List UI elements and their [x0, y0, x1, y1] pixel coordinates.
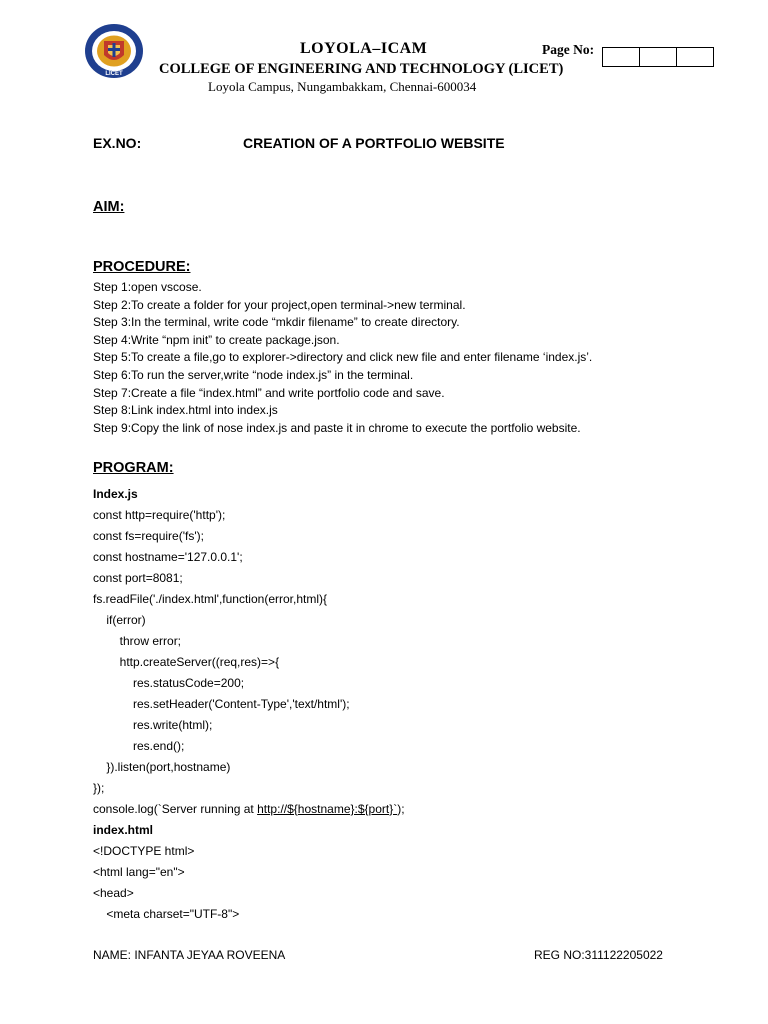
college-seal-icon: [84, 23, 144, 79]
page-no-label: Page No:: [542, 42, 595, 57]
code-line: }).listen(port,hostname): [93, 760, 231, 774]
procedure-step: Step 2:To create a folder for your project,open terminal->new terminal.: [93, 297, 466, 312]
college-address: Loyola Campus, Nungambakkam, Chennai-600034: [208, 79, 477, 94]
page-number-box: [639, 47, 677, 67]
procedure-heading: PROCEDURE:: [93, 259, 191, 275]
procedure-step: Step 9:Copy the link of nose index.js and paste it in chrome to execute the portfolio website.: [93, 420, 581, 435]
seal-text: LICET: [105, 71, 123, 77]
code-line: res.end();: [93, 739, 185, 753]
procedure-steps: [93, 279, 592, 437]
page-number-box: [676, 47, 714, 67]
student-name: NAME: INFANTA JEYAA ROVEENA: [93, 948, 286, 962]
exno-label: EX.NO:: [93, 135, 142, 151]
procedure-step: Step 4:Write “npm init” to create package.json.: [93, 332, 340, 347]
code-file-label: index.html: [93, 823, 154, 837]
procedure-step: Step 1:open vscose.: [93, 280, 202, 294]
aim-heading: AIM:: [93, 199, 125, 215]
code-line: http.createServer((req,res)=>{: [93, 655, 280, 669]
code-line: const http=require('http');: [93, 508, 226, 522]
procedure-step: Step 6:To run the server,write “node index.js” in the terminal.: [93, 367, 414, 382]
code-line: const fs=require('fs');: [93, 529, 204, 543]
program-heading: PROGRAM:: [93, 460, 174, 476]
institution-name: LOYOLA–ICAM: [300, 40, 428, 57]
code-line: res.setHeader('Content-Type','text/html');: [93, 697, 350, 711]
code-line: <!DOCTYPE html>: [93, 844, 195, 858]
experiment-title: CREATION OF A PORTFOLIO WEBSITE: [243, 135, 505, 151]
code-line-console: [93, 799, 405, 820]
procedure-step: Step 3:In the terminal, write code “mkdir filename” to create directory.: [93, 315, 460, 330]
code-line: <head>: [93, 886, 134, 900]
code-line: res.statusCode=200;: [93, 676, 245, 690]
procedure-step: Step 8:Link index.html into index.js: [93, 403, 278, 418]
register-number: REG NO:311122205022: [534, 948, 663, 962]
page-number-boxes: [603, 47, 714, 67]
code-line: <html lang="en">: [93, 865, 185, 879]
code-line: <meta charset="UTF-8">: [93, 907, 240, 921]
server-url-link[interactable]: http://${hostname}:${port}`: [257, 802, 398, 816]
code-line: if(error): [93, 613, 146, 627]
procedure-step: Step 5:To create a file,go to explorer->directory and click new file and enter filename ‘index.js’.: [93, 350, 593, 365]
code-line: const port=8081;: [93, 571, 183, 585]
page-number-box: [602, 47, 640, 67]
program-code: [93, 484, 405, 925]
code-line: fs.readFile('./index.html',function(error,html){: [93, 592, 327, 606]
console-prefix: console.log(`Server running at: [93, 802, 258, 816]
code-file-label: Index.js: [93, 487, 138, 501]
procedure-step: Step 7:Create a file “index.html” and write portfolio code and save.: [93, 385, 445, 400]
college-name: COLLEGE OF ENGINEERING AND TECHNOLOGY (LICET): [159, 61, 564, 77]
console-suffix: );: [397, 802, 405, 816]
code-line: const hostname='127.0.0.1';: [93, 550, 243, 564]
code-line: });: [93, 781, 105, 795]
code-line: res.write(html);: [93, 718, 213, 732]
code-line: throw error;: [93, 634, 182, 648]
